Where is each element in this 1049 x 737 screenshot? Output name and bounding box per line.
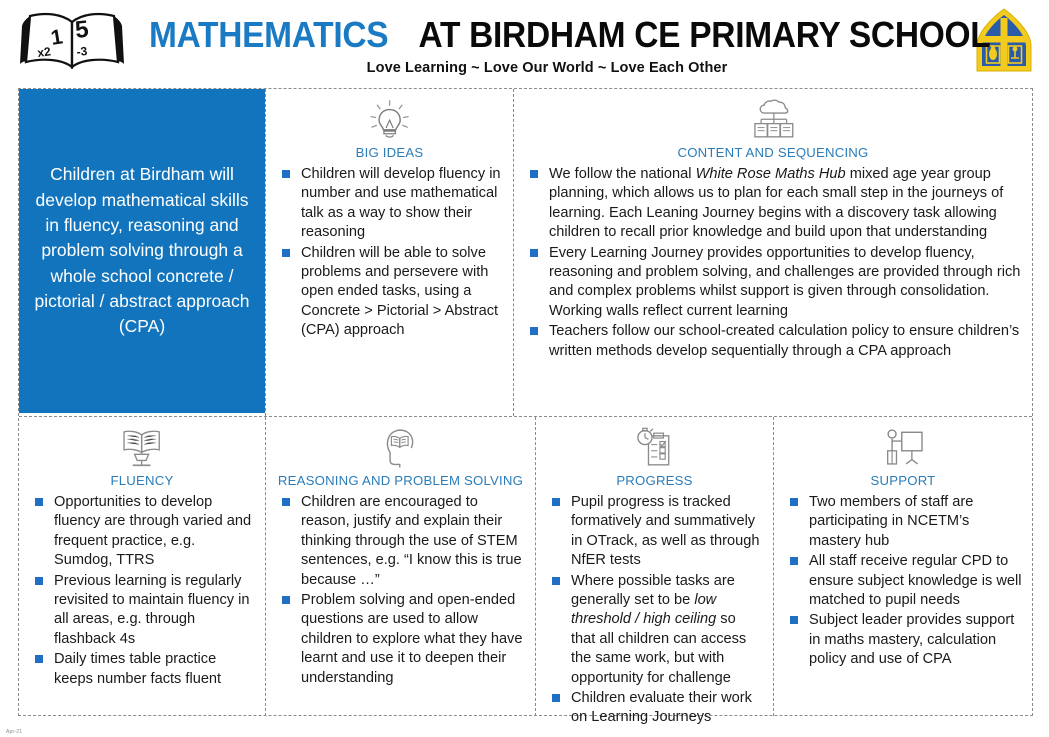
school-tagline: Love Learning ~ Love Our World ~ Love Each Other [366, 60, 728, 76]
list-item: Teachers follow our school-created calculation policy to ensure children’s written methods develop sequentially through a CPA approach [528, 322, 1022, 361]
open-book-maths-logo [18, 8, 126, 74]
section-progress [535, 417, 773, 726]
section-title-reasoning-and-problem-solving: REASONING AND PROBLEM SOLVING [277, 473, 524, 488]
bullet-list-support [782, 493, 1024, 670]
section-big-ideas [265, 89, 513, 416]
svg-text:5: 5 [73, 15, 90, 44]
section-content-and-sequencing [513, 89, 1032, 416]
cloud-servers-icon [747, 99, 800, 143]
section-title-fluency: FLUENCY [110, 473, 174, 488]
list-item: Where possible tasks are generally set to be low threshold / high ceiling so that all children can access the same work, but with opportunity for challenge [550, 572, 763, 688]
list-item: Children will develop fluency in number and use mathematical talk as a way to show their reasoning [280, 165, 503, 243]
section-title-big-ideas: BIG IDEAS [355, 145, 424, 160]
date-stamp: Apr-21 [6, 729, 23, 735]
vision-statement-text: Children at Birdham will develop mathematical skills in fluency, reasoning and problem solving through a whole school concrete / pictorial / abstract approach (CPA) [34, 164, 250, 337]
bullet-list-reasoning [274, 493, 527, 688]
list-item: Two members of staff are participating in NCETM’s mastery hub [788, 493, 1022, 551]
list-item: All staff receive regular CPD to ensure subject knowledge is well matched to pupil needs [788, 552, 1022, 610]
top-row [19, 89, 1032, 416]
title-subject: MATHEMATICS [149, 14, 389, 55]
bullet-list-fluency [27, 493, 257, 689]
lightbulb-icon [365, 99, 414, 143]
content-grid [18, 88, 1033, 726]
list-item: Children evaluate their work on Learning Journeys [550, 689, 763, 728]
svg-text:x2: x2 [36, 44, 52, 60]
svg-text:1: 1 [49, 25, 65, 50]
svg-text:-3: -3 [75, 43, 88, 59]
list-item: Pupil progress is tracked formatively and summatively in OTrack, as well as through NfER tests [550, 493, 763, 571]
list-item: Previous learning is regularly revisited to maintain fluency in all areas, e.g. through flashback 4s [33, 572, 255, 650]
list-item: Every Learning Journey provides opportunities to develop fluency, reasoning and problem solving, and challenges are provided through rich and complex problems whilst support is given through consolidation. Working walls reflect current learning [528, 244, 1022, 322]
clipboard-stopwatch-icon [630, 427, 679, 471]
list-item: Subject leader provides support in maths mastery, calculation policy and use of CPA [788, 611, 1022, 669]
section-support [773, 417, 1032, 716]
presenter-whiteboard-icon [878, 427, 927, 471]
page-title [140, 14, 991, 56]
title-rest: AT BIRDHAM CE PRIMARY SCHOOL [418, 14, 991, 55]
vision-statement-box [19, 89, 265, 413]
bullet-list-content-and-sequencing [522, 165, 1024, 361]
list-item: Daily times table practice keeps number facts fluent [33, 650, 255, 689]
list-item: Children will be able to solve problems and persevere with open ended tasks, using a Concrete > Pictorial > Abstract (CPA) approach [280, 244, 503, 341]
bullet-list-progress [544, 493, 765, 728]
section-title-content-and-sequencing: CONTENT AND SEQUENCING [677, 145, 869, 160]
list-item: Children are encouraged to reason, justify and explain their thinking through the use of STEM sentences, e.g. “I know this is true because …” [280, 493, 525, 590]
list-item: Opportunities to develop fluency are through varied and frequent practice, e.g. Sumdog, TTRS [33, 493, 255, 571]
bottom-row [19, 416, 1032, 726]
section-title-support: SUPPORT [870, 473, 936, 488]
list-item: We follow the national White Rose Maths Hub mixed age year group planning, which allows us to plan for each small step in the journeys of learning. Each Leaning Journey begins with a discovery task allowing children to recall prior knowledge and build upon that understanding [528, 165, 1022, 243]
page-header [0, 0, 1049, 86]
book-on-stand-icon [117, 427, 166, 471]
head-with-book-icon [376, 427, 425, 471]
section-reasoning-and-problem-solving [265, 417, 535, 716]
section-fluency [19, 417, 265, 716]
bullet-list-big-ideas [274, 165, 505, 341]
section-title-progress: PROGRESS [616, 473, 693, 488]
list-item: Problem solving and open-ended questions are used to allow children to explore what they have learnt and use it to deepen their understanding [280, 591, 525, 688]
